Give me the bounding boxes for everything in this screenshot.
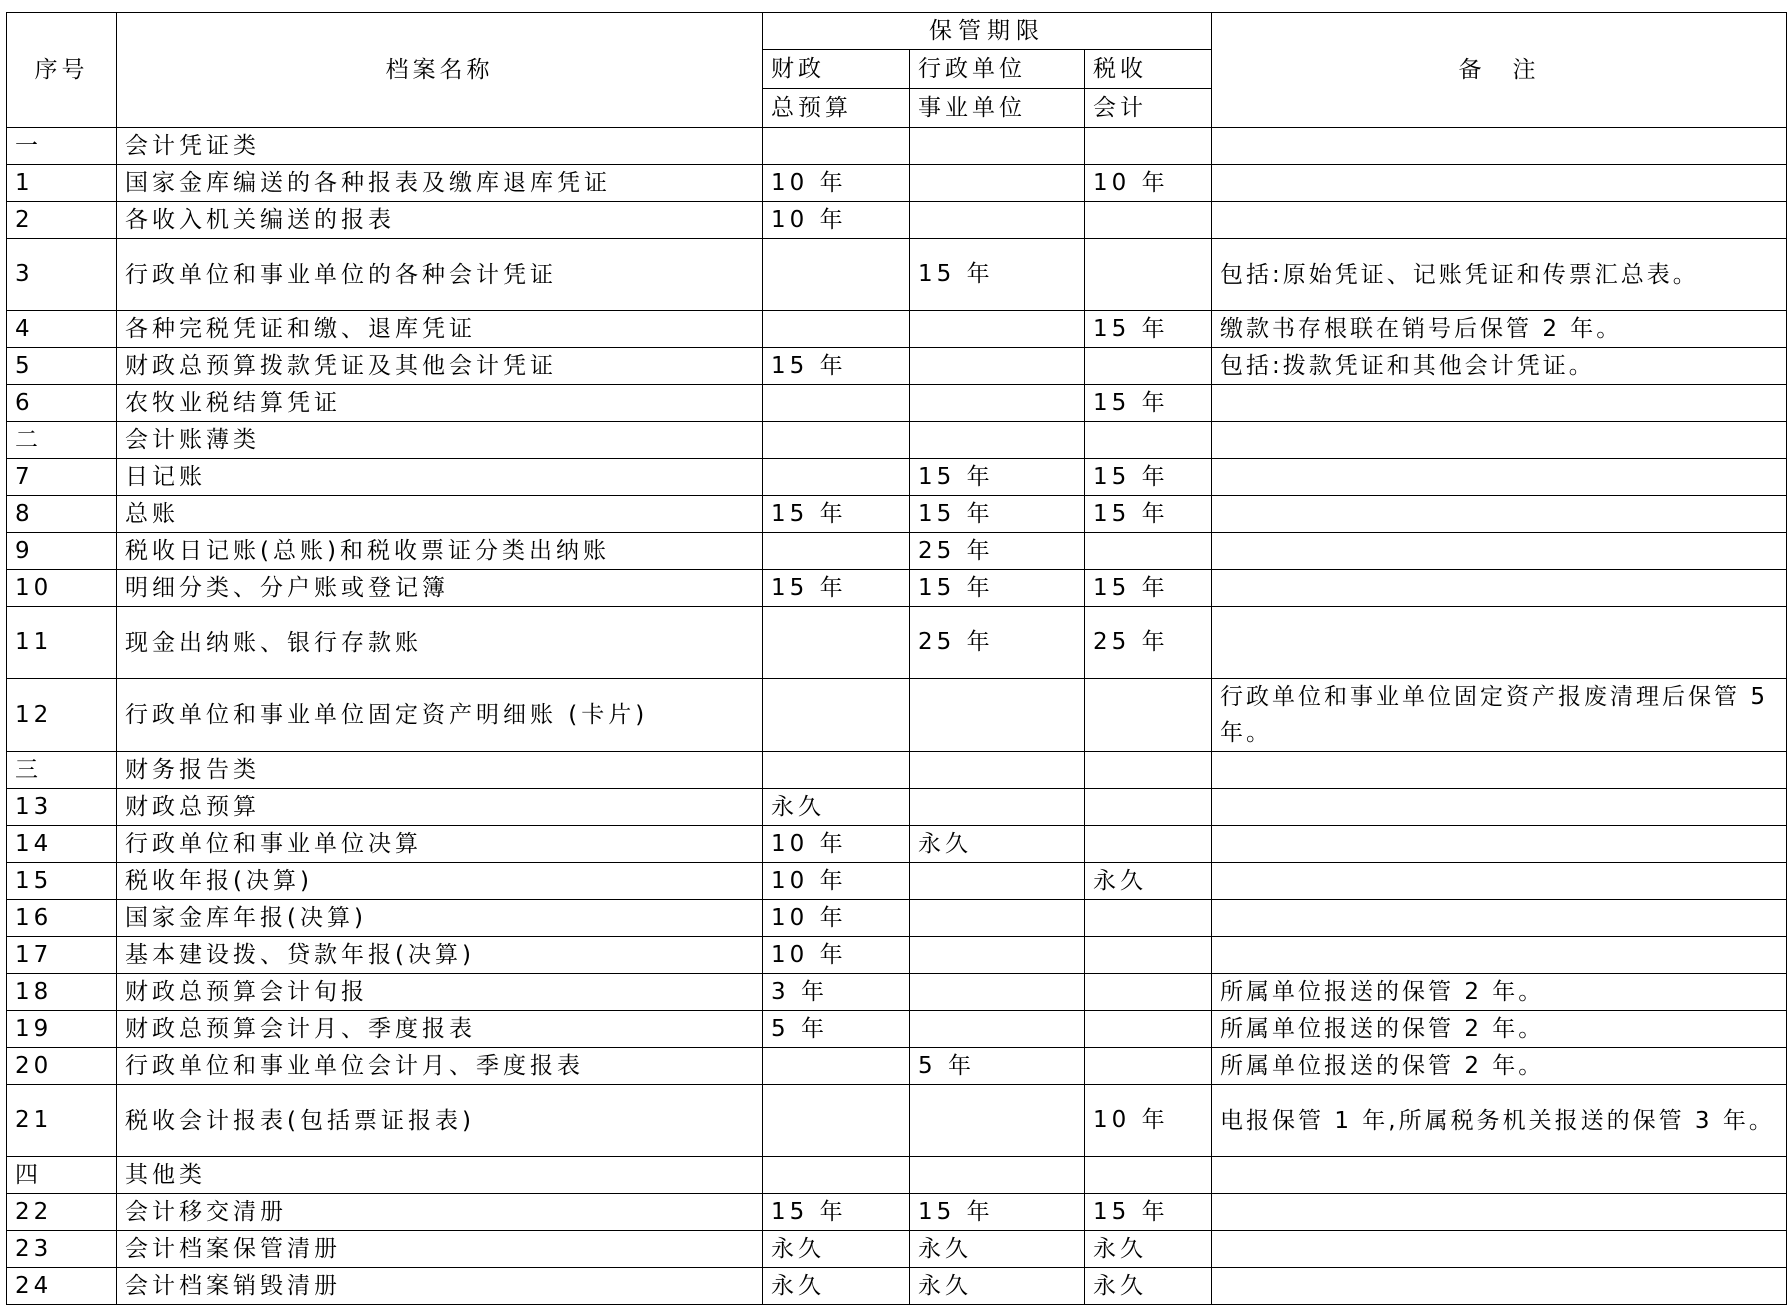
table-row — [7, 679, 1787, 752]
table-row — [7, 202, 1787, 239]
row-remark — [1212, 826, 1787, 863]
table-row — [7, 752, 1787, 789]
row-finance-period — [763, 1157, 910, 1194]
row-archive-name: 税收会计报表(包括票证报表) — [117, 1085, 763, 1157]
row-remark — [1212, 752, 1787, 789]
row-seq: 17 — [7, 937, 117, 974]
row-seq: 二 — [7, 422, 117, 459]
table-header — [7, 13, 1787, 128]
row-archive-name: 其他类 — [117, 1157, 763, 1194]
row-seq: 8 — [7, 496, 117, 533]
row-tax-period — [1085, 1048, 1212, 1085]
row-archive-name: 会计档案保管清册 — [117, 1231, 763, 1268]
row-finance-period: 3 年 — [763, 974, 910, 1011]
table-row — [7, 1194, 1787, 1231]
row-tax-period: 10 年 — [1085, 1085, 1212, 1157]
row-admin-period — [910, 974, 1085, 1011]
row-tax-period — [1085, 348, 1212, 385]
row-remark — [1212, 1157, 1787, 1194]
row-archive-name: 行政单位和事业单位决算 — [117, 826, 763, 863]
row-tax-period: 永久 — [1085, 863, 1212, 900]
row-remark: 所属单位报送的保管 2 年。 — [1212, 1048, 1787, 1085]
row-admin-period — [910, 202, 1085, 239]
row-archive-name: 日记账 — [117, 459, 763, 496]
row-seq: 15 — [7, 863, 117, 900]
row-remark — [1212, 863, 1787, 900]
table-row — [7, 937, 1787, 974]
row-admin-period: 永久 — [910, 1268, 1085, 1305]
row-seq: 4 — [7, 311, 117, 348]
row-tax-period — [1085, 1011, 1212, 1048]
row-finance-period — [763, 752, 910, 789]
row-admin-period — [910, 311, 1085, 348]
row-finance-period: 10 年 — [763, 202, 910, 239]
row-seq: 12 — [7, 679, 117, 752]
row-remark: 包括:拨款凭证和其他会计凭证。 — [1212, 348, 1787, 385]
table-row — [7, 570, 1787, 607]
row-archive-name: 各种完税凭证和缴、退库凭证 — [117, 311, 763, 348]
row-archive-name: 基本建设拨、贷款年报(决算) — [117, 937, 763, 974]
row-seq: 三 — [7, 752, 117, 789]
row-archive-name: 税收日记账(总账)和税收票证分类出纳账 — [117, 533, 763, 570]
row-archive-name: 各收入机关编送的报表 — [117, 202, 763, 239]
row-archive-name: 农牧业税结算凭证 — [117, 385, 763, 422]
row-admin-period — [910, 900, 1085, 937]
row-seq: 四 — [7, 1157, 117, 1194]
row-finance-period: 10 年 — [763, 863, 910, 900]
row-remark: 行政单位和事业单位固定资产报废清理后保管 5 年。 — [1212, 679, 1787, 752]
row-seq: 6 — [7, 385, 117, 422]
table-row — [7, 385, 1787, 422]
table-row — [7, 348, 1787, 385]
row-finance-period — [763, 679, 910, 752]
row-seq: 23 — [7, 1231, 117, 1268]
row-admin-period: 15 年 — [910, 570, 1085, 607]
row-seq: 2 — [7, 202, 117, 239]
row-archive-name: 会计移交清册 — [117, 1194, 763, 1231]
row-tax-period: 15 年 — [1085, 385, 1212, 422]
row-tax-period: 25 年 — [1085, 607, 1212, 679]
row-seq: 18 — [7, 974, 117, 1011]
row-seq: 7 — [7, 459, 117, 496]
table-body — [7, 128, 1787, 1305]
row-admin-period — [910, 789, 1085, 826]
row-remark: 包括:原始凭证、记账凭证和传票汇总表。 — [1212, 239, 1787, 311]
row-archive-name: 财务报告类 — [117, 752, 763, 789]
row-tax-period — [1085, 974, 1212, 1011]
table-row — [7, 1157, 1787, 1194]
row-seq: 一 — [7, 128, 117, 165]
row-seq: 1 — [7, 165, 117, 202]
row-remark: 所属单位报送的保管 2 年。 — [1212, 1011, 1787, 1048]
row-finance-period: 15 年 — [763, 348, 910, 385]
row-tax-period: 永久 — [1085, 1268, 1212, 1305]
row-remark — [1212, 533, 1787, 570]
row-finance-period — [763, 533, 910, 570]
row-finance-period: 10 年 — [763, 900, 910, 937]
row-remark — [1212, 1194, 1787, 1231]
row-admin-period — [910, 128, 1085, 165]
row-tax-period: 永久 — [1085, 1231, 1212, 1268]
row-remark — [1212, 1231, 1787, 1268]
table-row — [7, 1048, 1787, 1085]
row-seq: 19 — [7, 1011, 117, 1048]
row-finance-period: 15 年 — [763, 570, 910, 607]
row-remark — [1212, 607, 1787, 679]
row-remark: 缴款书存根联在销号后保管 2 年。 — [1212, 311, 1787, 348]
row-tax-period — [1085, 679, 1212, 752]
header-tax-line2: 会计 — [1085, 89, 1212, 128]
row-archive-name: 现金出纳账、银行存款账 — [117, 607, 763, 679]
row-admin-period: 25 年 — [910, 533, 1085, 570]
row-archive-name: 财政总预算会计旬报 — [117, 974, 763, 1011]
header-archive-name: 档案名称 — [117, 13, 763, 128]
row-archive-name: 行政单位和事业单位固定资产明细账 (卡片) — [117, 679, 763, 752]
row-tax-period — [1085, 533, 1212, 570]
row-seq: 3 — [7, 239, 117, 311]
table-row — [7, 239, 1787, 311]
row-tax-period — [1085, 826, 1212, 863]
table-row — [7, 128, 1787, 165]
row-finance-period: 10 年 — [763, 826, 910, 863]
row-admin-period — [910, 937, 1085, 974]
table-row — [7, 311, 1787, 348]
table-row — [7, 1085, 1787, 1157]
row-admin-period: 永久 — [910, 826, 1085, 863]
header-remark: 备 注 — [1212, 13, 1787, 128]
row-archive-name: 行政单位和事业单位会计月、季度报表 — [117, 1048, 763, 1085]
row-remark — [1212, 165, 1787, 202]
header-tax-line1: 税收 — [1085, 50, 1212, 89]
row-finance-period: 永久 — [763, 1268, 910, 1305]
row-admin-period: 25 年 — [910, 607, 1085, 679]
header-seq: 序号 — [7, 13, 117, 128]
row-archive-name: 财政总预算会计月、季度报表 — [117, 1011, 763, 1048]
row-tax-period — [1085, 752, 1212, 789]
row-tax-period — [1085, 937, 1212, 974]
row-seq: 22 — [7, 1194, 117, 1231]
row-remark: 电报保管 1 年,所属税务机关报送的保管 3 年。 — [1212, 1085, 1787, 1157]
row-archive-name: 税收年报(决算) — [117, 863, 763, 900]
row-admin-period — [910, 1011, 1085, 1048]
row-finance-period — [763, 607, 910, 679]
row-finance-period — [763, 385, 910, 422]
row-finance-period: 15 年 — [763, 1194, 910, 1231]
row-remark — [1212, 789, 1787, 826]
row-admin-period: 15 年 — [910, 1194, 1085, 1231]
table-row — [7, 496, 1787, 533]
row-seq: 24 — [7, 1268, 117, 1305]
row-seq: 14 — [7, 826, 117, 863]
row-seq: 20 — [7, 1048, 117, 1085]
row-tax-period — [1085, 422, 1212, 459]
row-finance-period — [763, 1085, 910, 1157]
row-finance-period: 永久 — [763, 789, 910, 826]
row-admin-period: 5 年 — [910, 1048, 1085, 1085]
row-archive-name: 明细分类、分户账或登记簿 — [117, 570, 763, 607]
row-admin-period: 15 年 — [910, 496, 1085, 533]
row-remark — [1212, 496, 1787, 533]
table-row — [7, 459, 1787, 496]
row-finance-period: 永久 — [763, 1231, 910, 1268]
row-archive-name: 国家金库编送的各种报表及缴库退库凭证 — [117, 165, 763, 202]
row-archive-name: 会计凭证类 — [117, 128, 763, 165]
row-archive-name: 总账 — [117, 496, 763, 533]
row-seq: 5 — [7, 348, 117, 385]
table-row — [7, 533, 1787, 570]
row-archive-name: 会计账薄类 — [117, 422, 763, 459]
row-finance-period — [763, 422, 910, 459]
row-seq: 9 — [7, 533, 117, 570]
row-seq: 11 — [7, 607, 117, 679]
row-tax-period: 15 年 — [1085, 570, 1212, 607]
row-archive-name: 财政总预算 — [117, 789, 763, 826]
table-row — [7, 165, 1787, 202]
row-finance-period — [763, 128, 910, 165]
table-row — [7, 1011, 1787, 1048]
archive-retention-table — [6, 12, 1787, 1305]
table-row — [7, 789, 1787, 826]
row-finance-period: 10 年 — [763, 937, 910, 974]
row-remark — [1212, 385, 1787, 422]
row-tax-period: 15 年 — [1085, 1194, 1212, 1231]
table-row — [7, 1231, 1787, 1268]
table-row — [7, 607, 1787, 679]
row-tax-period: 10 年 — [1085, 165, 1212, 202]
row-finance-period: 5 年 — [763, 1011, 910, 1048]
row-tax-period — [1085, 789, 1212, 826]
row-archive-name: 会计档案销毁清册 — [117, 1268, 763, 1305]
row-archive-name: 国家金库年报(决算) — [117, 900, 763, 937]
row-finance-period: 15 年 — [763, 496, 910, 533]
row-remark — [1212, 937, 1787, 974]
row-tax-period — [1085, 202, 1212, 239]
header-admin-line1: 行政单位 — [910, 50, 1085, 89]
row-finance-period — [763, 239, 910, 311]
row-finance-period — [763, 459, 910, 496]
row-seq: 10 — [7, 570, 117, 607]
row-remark — [1212, 459, 1787, 496]
row-tax-period — [1085, 1157, 1212, 1194]
row-remark — [1212, 202, 1787, 239]
row-tax-period — [1085, 239, 1212, 311]
table-row — [7, 1268, 1787, 1305]
row-tax-period — [1085, 128, 1212, 165]
table-row — [7, 863, 1787, 900]
row-tax-period — [1085, 900, 1212, 937]
table-row — [7, 974, 1787, 1011]
row-remark — [1212, 422, 1787, 459]
row-admin-period — [910, 348, 1085, 385]
row-admin-period — [910, 1085, 1085, 1157]
row-remark — [1212, 128, 1787, 165]
row-tax-period: 15 年 — [1085, 496, 1212, 533]
row-admin-period — [910, 679, 1085, 752]
row-archive-name: 行政单位和事业单位的各种会计凭证 — [117, 239, 763, 311]
row-admin-period — [910, 863, 1085, 900]
row-remark — [1212, 570, 1787, 607]
header-admin-line2: 事业单位 — [910, 89, 1085, 128]
table-row — [7, 422, 1787, 459]
row-admin-period — [910, 752, 1085, 789]
row-archive-name: 财政总预算拨款凭证及其他会计凭证 — [117, 348, 763, 385]
row-remark: 所属单位报送的保管 2 年。 — [1212, 974, 1787, 1011]
row-admin-period: 15 年 — [910, 459, 1085, 496]
row-finance-period: 10 年 — [763, 165, 910, 202]
row-finance-period — [763, 311, 910, 348]
row-finance-period — [763, 1048, 910, 1085]
table-row — [7, 826, 1787, 863]
row-remark — [1212, 1268, 1787, 1305]
row-admin-period: 永久 — [910, 1231, 1085, 1268]
table-row — [7, 900, 1787, 937]
row-admin-period — [910, 1157, 1085, 1194]
header-finance-line2: 总预算 — [763, 89, 910, 128]
header-retention-period: 保管期限 — [763, 13, 1212, 50]
row-admin-period — [910, 385, 1085, 422]
row-seq: 21 — [7, 1085, 117, 1157]
row-admin-period — [910, 165, 1085, 202]
row-admin-period — [910, 422, 1085, 459]
row-admin-period: 15 年 — [910, 239, 1085, 311]
row-remark — [1212, 900, 1787, 937]
row-tax-period: 15 年 — [1085, 311, 1212, 348]
header-finance-line1: 财政 — [763, 50, 910, 89]
row-seq: 13 — [7, 789, 117, 826]
row-seq: 16 — [7, 900, 117, 937]
row-tax-period: 15 年 — [1085, 459, 1212, 496]
